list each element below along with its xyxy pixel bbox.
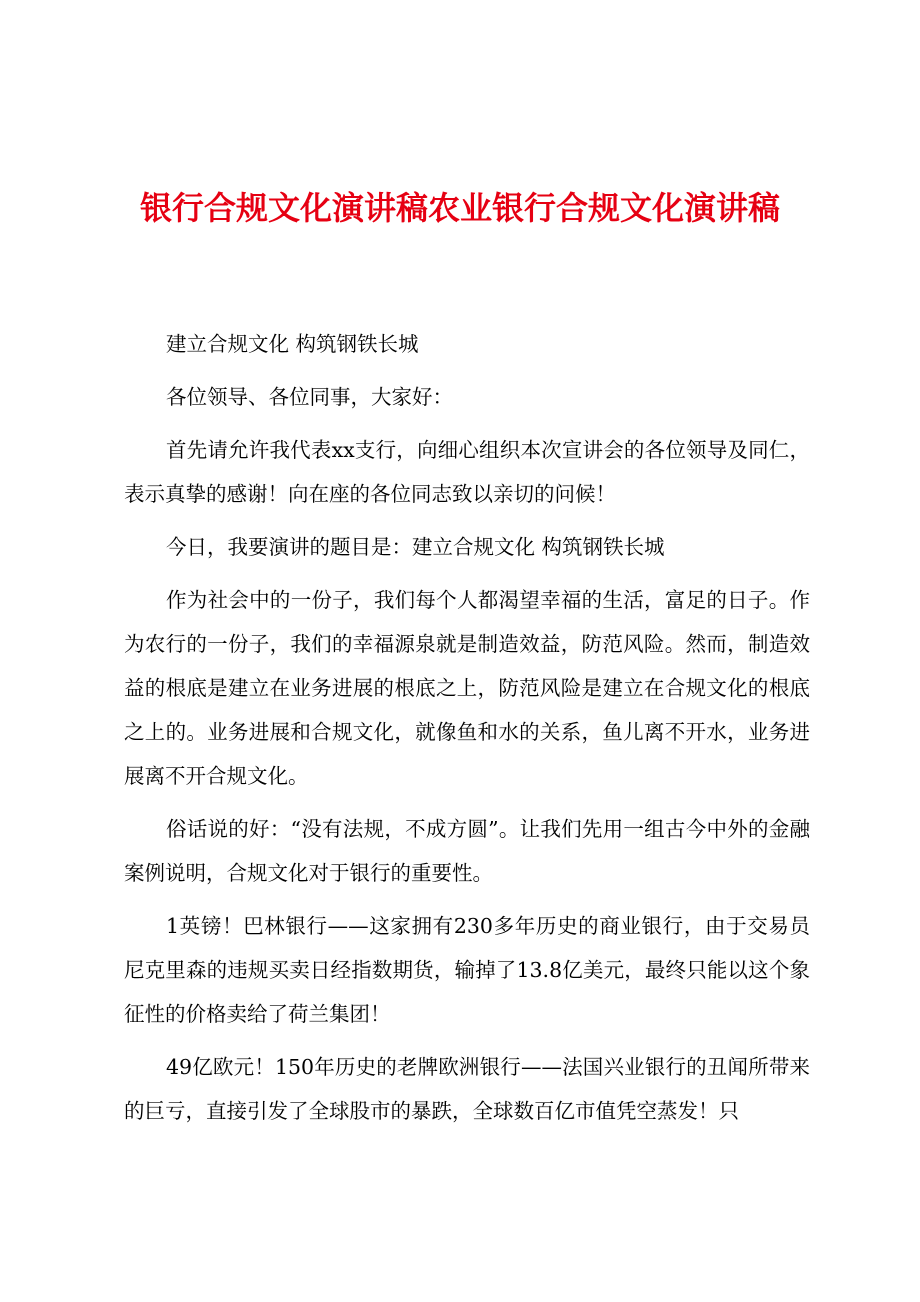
- paragraph-proverb: 俗话说的好：“没有法规，不成方圆”。让我们先用一组古今中外的金融案例说明，合规文化对于银行的重要性。: [124, 817, 810, 885]
- paragraph-topic: 今日，我要演讲的题目是：建立合规文化 构筑钢铁长城: [166, 535, 665, 559]
- paragraph-intro: 作为社会中的一份子，我们每个人都渴望幸福的生活，富足的日子。作为农行的一份子，我们的幸福源泉就是制造效益，防范风险。然而，制造效益的根底是建立在业务进展的根底之上，防范风险是建立在合规文化的根底之上的。业务进展和合规文化，就像鱼和水的关系，鱼儿离不开水，业务进展离不开合规文化。: [124, 588, 810, 788]
- paragraph-subtitle: 建立合规文化 构筑钢铁长城: [166, 332, 419, 356]
- paragraph-greeting: 各位领导、各位同事，大家好：: [166, 385, 453, 409]
- document-body: [124, 322, 810, 1142]
- document-title: 银行合规文化演讲稿农业银行合规文化演讲稿: [139, 189, 780, 227]
- paragraph-case-barings: 1英镑！巴林银行——这家拥有230多年历史的商业银行，由于交易员尼克里森的违规买卖日经指数期货，输掉了13.8亿美元，最终只能以这个象征性的价格卖给了荷兰集团！: [124, 914, 810, 1026]
- paragraph-thanks: 首先请允许我代表xx支行，向细心组织本次宣讲会的各位领导及同仁，表示真挚的感谢！向在座的各位同志致以亲切的问候！: [124, 438, 810, 506]
- paragraph-case-socgen: 49亿欧元！150年历史的老牌欧洲银行——法国兴业银行的丑闻所带来的巨亏，直接引发了全球股市的暴跌，全球数百亿市值凭空蒸发！只: [124, 1055, 810, 1123]
